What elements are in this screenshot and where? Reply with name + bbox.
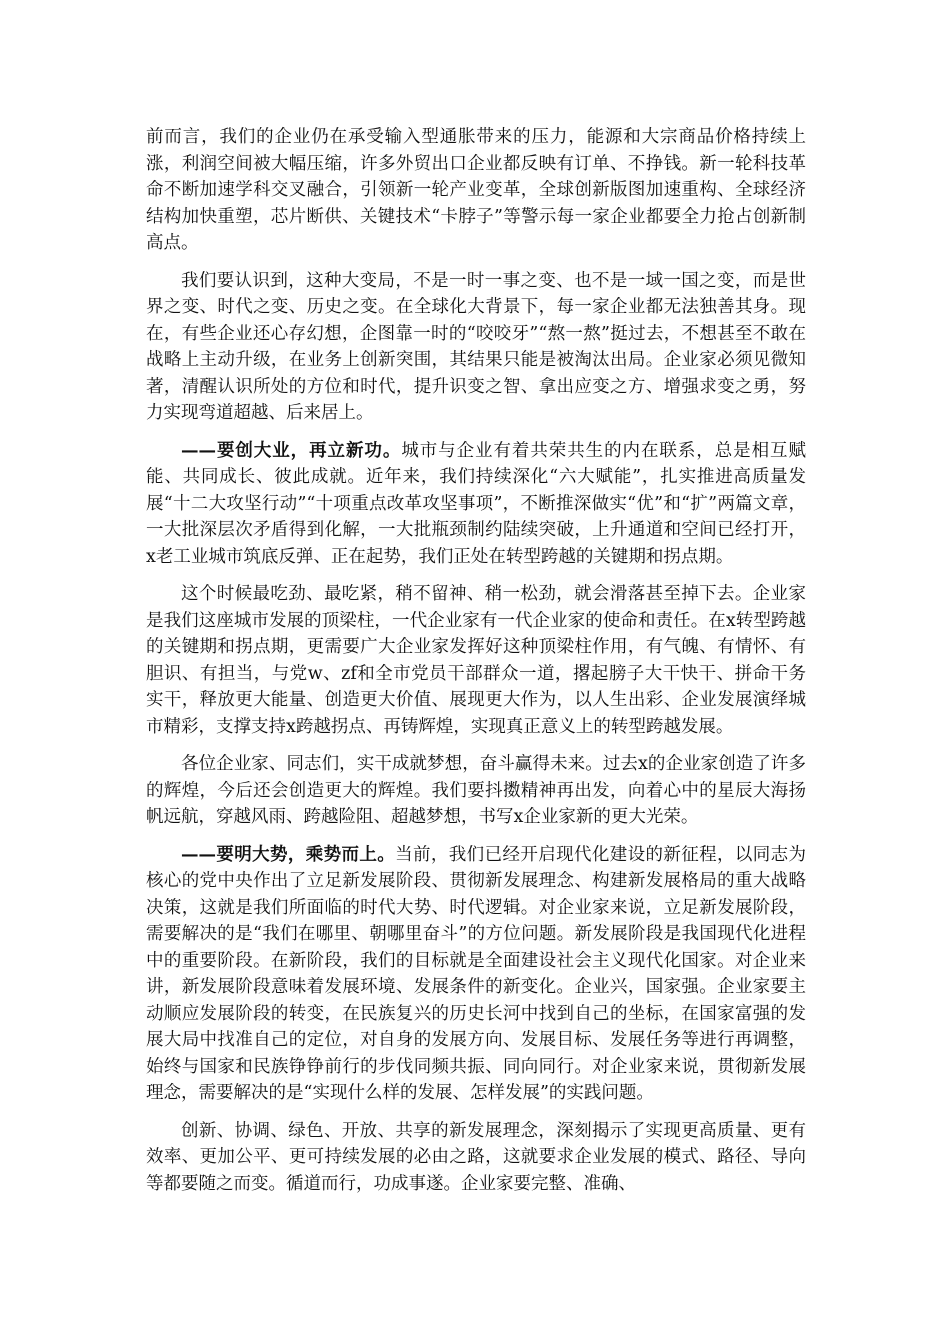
paragraph-7 — [146, 1118, 806, 1198]
paragraph-text: 创新、协调、绿色、开放、共享的新发展理念，深刻揭示了实现更高质量、更有效率、更加公平、更可持续发展的必由之路，这就要求企业发展的模式、路径、导向等都要随之而变。循道而行，功成事遂。企业家要完整、准确、 — [146, 1120, 806, 1194]
section-heading: ——要明大势，乘势而上。 — [181, 844, 396, 865]
paragraph-text: 各位企业家、同志们，实干成就梦想，奋斗赢得未来。过去x的企业家创造了许多的辉煌，今后还会创造更大的辉煌。我们要抖擞精神再出发，向着心中的星辰大海扬帆远航，穿越风雨、跨越险阻、超越梦想，书写x企业家新的更大光荣。 — [146, 754, 806, 827]
paragraph-text: 我们要认识到，这种大变局，不是一时一事之变、也不是一域一国之变，而是世界之变、时代之变、历史之变。在全球化大背景下，每一家企业都无法独善其身。现在，有些企业还心存幻想，企图靠一时的“咬咬牙”“熬一熬”挺过去，不想甚至不敢在战略上主动升级，在业务上创新突围，其结果只能是被淘汰出局。企业家必须见微知著，清醒认识所处的方位和时代，提升识变之智、拿出应变之方、增强求变之勇，努力实现弯道超越、后来居上。 — [146, 270, 806, 423]
paragraph-text: 这个时候最吃劲、最吃紧，稍不留神、稍一松劲，就会滑落甚至掉下去。企业家是我们这座城市发展的顶梁柱，一代企业家有一代企业家的使命和责任。在x转型跨越的关键期和拐点期，更需要广大企业家发挥好这种顶梁柱作用，有气魄、有情怀、有胆识、有担当，与党w、zf和全市党员干部群众一道，撂起膀子大干快干、拼命干务实干，释放更大能量、创造更大价值、展现更大作为，以人生出彩、企业发展演绎城市精彩，支撑支持x跨越拐点、再铸辉煌，实现真正意义上的转型跨越发展。 — [146, 584, 806, 737]
paragraph-6 — [146, 842, 806, 1107]
paragraph-text: 城市与企业有着共荣共生的内在联系，总是相互赋能、共同成长、彼此成就。近年来，我们持续深化“六大赋能”，扎实推进高质量发展“十二大攻坚行动”“十项重点改革攻坚事项”，不断推深做实“优”和“扩”两篇文章，一大批深层次矛盾得到化解，一大批瓶颈制约陆续突破，上升通道和空间已经打开， x老工业城市筑底反弹、正在起势，我们正处在转型跨越的关键期和拐点期。 — [146, 440, 806, 567]
section-heading: ——要创大业，再立新功。 — [181, 440, 402, 461]
document-body — [146, 124, 806, 1208]
paragraph-2 — [146, 268, 806, 427]
paragraph-3 — [146, 438, 806, 571]
paragraph-1 — [146, 124, 806, 257]
paragraph-text: 前而言，我们的企业仍在承受输入型通胀带来的压力，能源和大宗商品价格持续上涨，利润空间被大幅压缩，许多外贸出口企业都反映有订单、不挣钱。新一轮科技革命不断加速学科交叉融合，引领新一轮产业变革，全球创新版图加速重构、全球经济结构加快重塑，芯片断供、关键技术“卡脖子”等警示每一家企业都要全力抢占创新制高点。 — [146, 127, 806, 253]
paragraph-text: 当前，我们已经开启现代化建设的新征程，以同志为核心的党中央作出了立足新发展阶段、贯彻新发展理念、构建新发展格局的重大战略决策，这就是我们所面临的时代大势、时代逻辑。对企业家来说，立足新发展阶段，需要解决的是“我们在哪里、朝哪里奋斗”的方位问题。新发展阶段是我国现代化进程中的重要阶段。在新阶段，我们的目标就是全面建设社会主义现代化国家。对企业来讲，新发展阶段意味着发展环境、发展条件的新变化。企业兴，国家强。企业家要主动顺应发展阶段的转变，在民族复兴的历史长河中找到自己的坐标，在国家富强的发展大局中找准自己的定位，对自身的发展方向、发展目标、发展任务等进行再调整，始终与国家和民族铮铮前行的步伐同频共振、同向同行。对企业家来说，贯彻新发展理念，需要解决的是“实现什么样的发展、怎样发展”的实践问题。 — [146, 844, 807, 1103]
paragraph-5 — [146, 751, 806, 831]
paragraph-4 — [146, 581, 806, 740]
